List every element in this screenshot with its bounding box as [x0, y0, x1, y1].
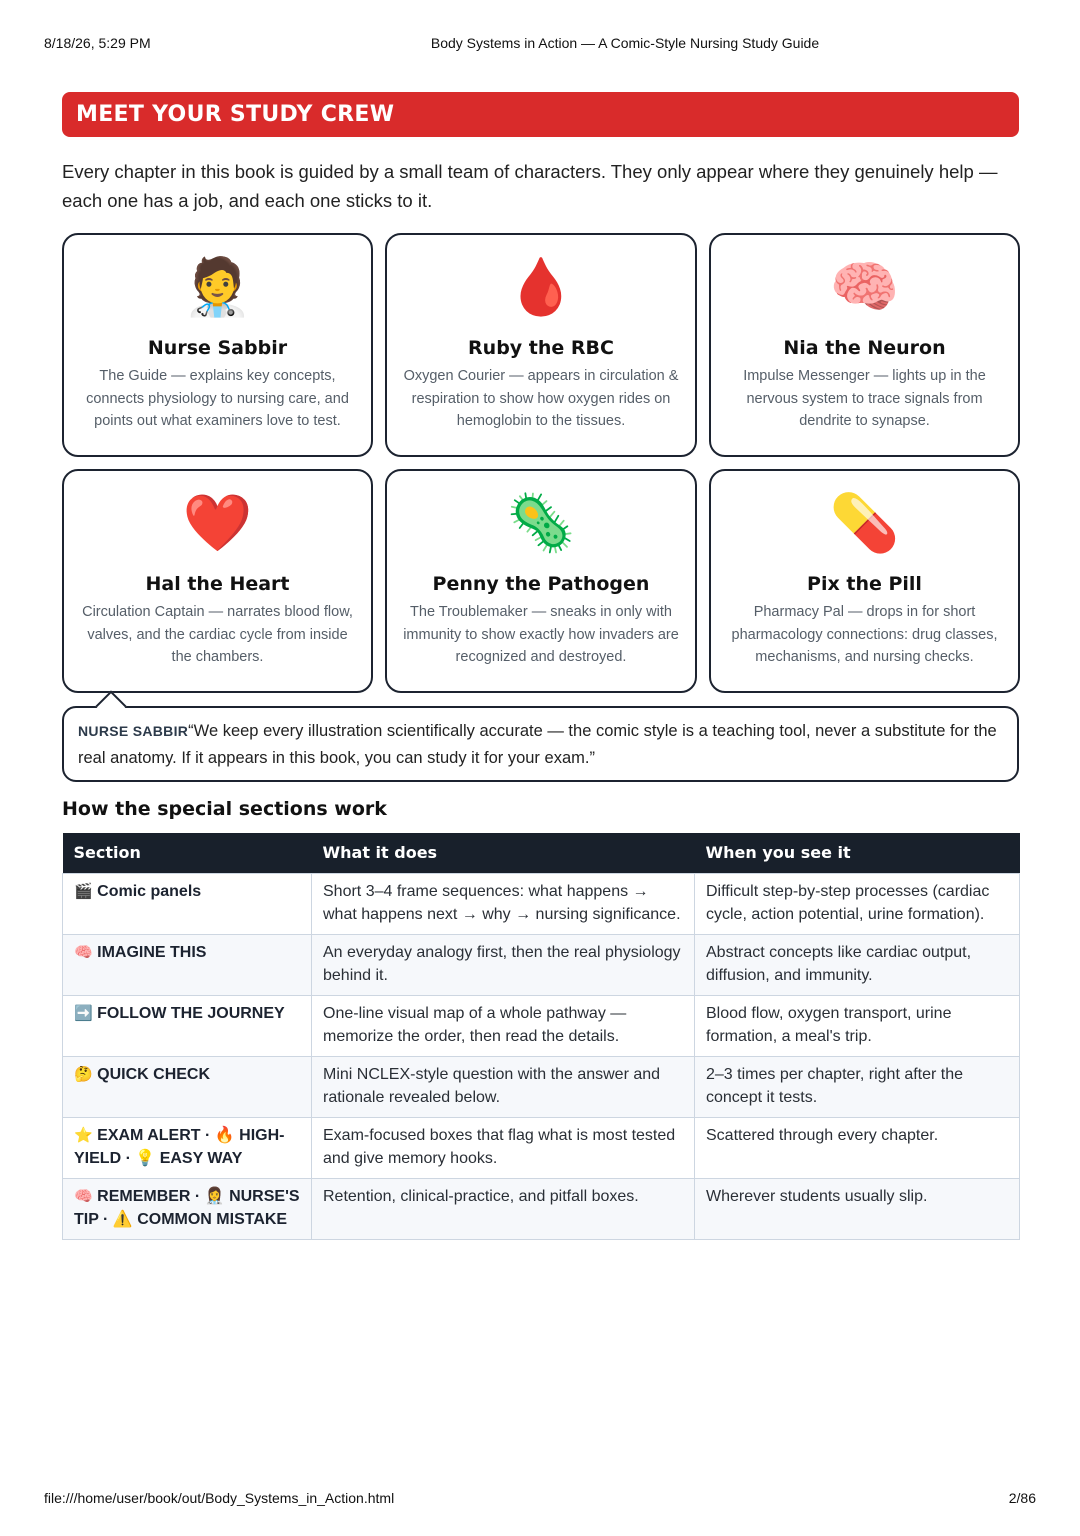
print-date: 8/18/26, 5:29 PM: [44, 35, 151, 51]
crew-grid: [62, 233, 1019, 693]
section-label: EXAM ALERT · 🔥 HIGH-YIELD · 💡 EASY WAY: [74, 1126, 285, 1167]
brain-icon: 🧠: [74, 1187, 93, 1205]
section-cell: [63, 873, 312, 934]
when-cell: Wherever students usually slip.: [695, 1178, 1020, 1239]
crew-description: The Guide — explains key concepts, connects physiology to nursing care, and points out what examiners love to test.: [86, 368, 349, 429]
what-cell: Mini NCLEX-style question with the answer and rationale revealed below.: [312, 1056, 695, 1117]
crew-description: Circulation Captain — narrates blood flow, valves, and the cardiac cycle from inside the chambers.: [82, 604, 353, 665]
speech-quote: “We keep every illustration scientifically accurate — the comic style is a teaching tool, never a substitute for the real anatomy. If it appears in this book, you can study it for your exam.”: [78, 722, 997, 767]
when-cell: Scattered through every chapter.: [695, 1117, 1020, 1178]
what-cell: Short 3–4 frame sequences: what happens → what happens next → why → nursing significance.: [312, 873, 695, 934]
speech-bubble: [62, 706, 1019, 782]
table-header-row: [63, 833, 1020, 873]
section-cell: [63, 1117, 312, 1178]
section-cell: [63, 995, 312, 1056]
when-cell: Blood flow, oxygen transport, urine formation, a meal's trip.: [695, 995, 1020, 1056]
crew-card-penny-pathogen: [385, 469, 697, 693]
page-number: 2/86: [1008, 1490, 1036, 1506]
when-cell: Abstract concepts like cardiac output, diffusion, and immunity.: [695, 934, 1020, 995]
section-cell: [63, 934, 312, 995]
print-footer: [44, 1490, 1036, 1510]
star-icon: ⭐: [74, 1126, 93, 1144]
health-worker-icon: 🧑‍⚕️: [182, 255, 253, 318]
crew-description: Impulse Messenger — lights up in the nervous system to trace signals from dendrite to synapse.: [743, 368, 986, 429]
brain-icon: 🧠: [829, 255, 900, 318]
table-row: [63, 873, 1020, 934]
crew-card-hal-heart: [62, 469, 373, 693]
when-cell: Difficult step-by-step processes (cardiac cycle, action potential, urine formation).: [695, 873, 1020, 934]
crew-description: The Troublemaker — sneaks in only with immunity to show exactly how invaders are recognized and destroyed.: [403, 604, 679, 665]
file-url: file:///home/user/book/out/Body_Systems_in_Action.html: [44, 1490, 395, 1506]
crew-name: Nurse Sabbir: [147, 337, 288, 359]
right-arrow-icon: ➡️: [74, 1004, 93, 1022]
table-row: [63, 934, 1020, 995]
section-label: QUICK CHECK: [97, 1065, 211, 1083]
document-title: Body Systems in Action — A Comic-Style Nursing Study Guide: [430, 35, 820, 51]
print-header: [44, 35, 1036, 55]
what-cell: An everyday analogy first, then the real physiology behind it.: [312, 934, 695, 995]
table-row: [63, 1178, 1020, 1239]
crew-description: Oxygen Courier — appears in circulation & respiration to show how oxygen rides on hemoglobin to the tissues.: [403, 368, 679, 429]
column-header: Section: [63, 833, 312, 873]
what-cell: Exam-focused boxes that flag what is most tested and give memory hooks.: [312, 1117, 695, 1178]
when-cell: 2–3 times per chapter, right after the concept it tests.: [695, 1056, 1020, 1117]
heart-icon: ❤️: [182, 491, 253, 554]
crew-card-ruby-rbc: [385, 233, 697, 457]
table-row: [63, 1117, 1020, 1178]
section-cell: [63, 1178, 312, 1239]
crew-name: Ruby the RBC: [468, 337, 614, 359]
column-header: When you see it: [695, 833, 1020, 873]
section-label: Comic panels: [97, 882, 202, 900]
speech-speaker: NURSE SABBIR: [78, 723, 189, 739]
section-banner: MEET YOUR STUDY CREW: [62, 92, 1019, 137]
column-header: What it does: [312, 833, 695, 873]
blood-drop-icon: 🩸: [506, 255, 576, 318]
pill-icon: 💊: [829, 491, 900, 554]
sections-heading: How the special sections work: [62, 798, 387, 820]
what-cell: One-line visual map of a whole pathway — memorize the order, then read the details.: [312, 995, 695, 1056]
crew-card-nia-neuron: [709, 233, 1020, 457]
table-row: [63, 995, 1020, 1056]
thinking-face-icon: 🤔: [74, 1065, 93, 1083]
crew-name: Pix the Pill: [807, 573, 922, 595]
section-label: FOLLOW THE JOURNEY: [97, 1004, 285, 1022]
microbe-icon: 🦠: [506, 491, 576, 554]
crew-card-nurse-sabbir: [62, 233, 373, 457]
crew-card-pix-pill: [709, 469, 1020, 693]
section-label: IMAGINE THIS: [97, 943, 207, 961]
clapper-board-icon: 🎬: [74, 882, 93, 900]
intro-paragraph: Every chapter in this book is guided by a small team of characters. They only appear where they genuinely help — each one has a job, and each one sticks to it.: [62, 161, 998, 211]
crew-description: Pharmacy Pal — drops in for short pharmacology connections: drug classes, mechanisms, and nursing checks.: [731, 604, 998, 665]
table-row: [63, 1056, 1020, 1117]
page-content: [62, 92, 1019, 1240]
speech-bubble-tail: [95, 690, 126, 721]
crew-name: Penny the Pathogen: [432, 573, 650, 595]
crew-name: Nia the Neuron: [783, 337, 946, 359]
what-cell: Retention, clinical-practice, and pitfall boxes.: [312, 1178, 695, 1239]
brain-icon: 🧠: [74, 943, 93, 961]
section-label: REMEMBER · 👩‍⚕️ NURSE'S TIP · ⚠️ COMMON MISTAKE: [74, 1187, 300, 1228]
crew-name: Hal the Heart: [145, 573, 290, 595]
special-sections-table: [62, 833, 1020, 1240]
section-cell: [63, 1056, 312, 1117]
